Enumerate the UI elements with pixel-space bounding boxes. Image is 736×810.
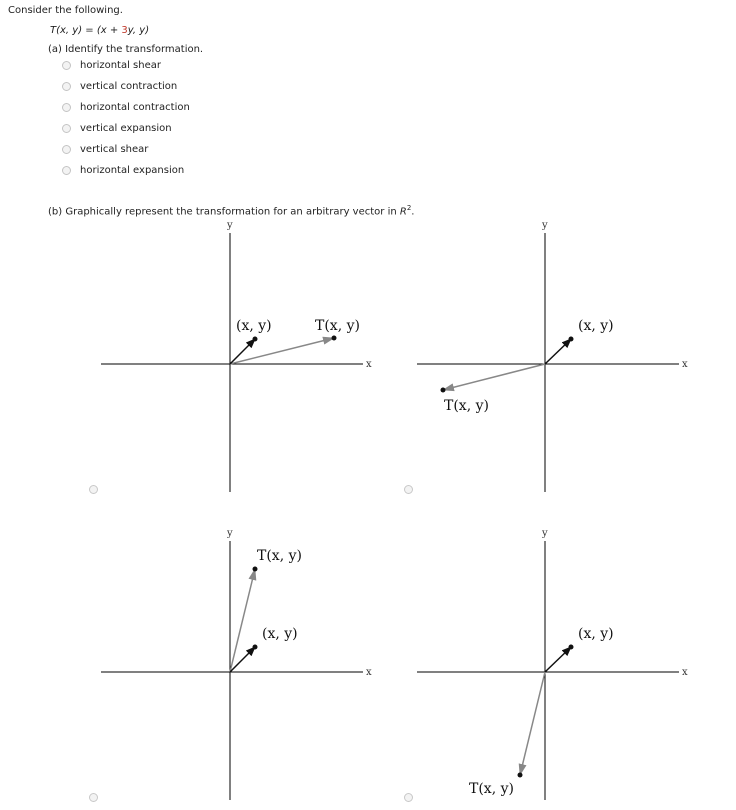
original-vector-label: (x, y) <box>262 626 298 642</box>
space-exponent: 2 <box>406 204 412 212</box>
original-vector-tip <box>253 645 258 650</box>
option-label: vertical expansion <box>80 122 172 134</box>
transformed-vector-tip <box>253 567 258 572</box>
original-vector <box>545 647 571 672</box>
part-b-period: . <box>411 206 415 218</box>
prompt-text: Consider the following. <box>8 5 123 16</box>
transformed-vector <box>230 338 334 364</box>
original-vector <box>545 339 571 364</box>
x-axis-label: x <box>366 667 372 678</box>
transformed-vector-label: T(x, y) <box>315 318 360 334</box>
formula-rhs: y, y) <box>127 25 150 36</box>
y-axis-label: y <box>542 220 548 231</box>
graph-option-1-radio[interactable] <box>89 485 98 494</box>
graph-option-4 <box>417 528 688 800</box>
transformed-vector <box>520 672 545 775</box>
y-axis-label: y <box>227 220 233 231</box>
original-vector-label: (x, y) <box>578 318 614 334</box>
original-vector-tip <box>569 645 574 650</box>
option-label: vertical shear <box>80 143 149 155</box>
transformed-vector-label: T(x, y) <box>469 781 514 797</box>
option-label: horizontal shear <box>80 59 161 71</box>
transformed-vector-tip <box>332 336 337 341</box>
y-axis-label: y <box>542 528 548 539</box>
option-label: horizontal expansion <box>80 164 185 176</box>
transformed-vector <box>443 364 545 390</box>
graph-option-3-radio[interactable] <box>89 793 98 802</box>
original-vector-tip <box>253 337 258 342</box>
graph-option-1 <box>101 220 372 492</box>
x-axis-label: x <box>366 359 372 370</box>
graph-option-2 <box>417 220 688 492</box>
part-a-label: (a) Identify the transformation. <box>48 44 204 55</box>
original-vector-label: (x, y) <box>236 318 272 334</box>
transformed-vector-tip <box>518 773 523 778</box>
transformed-vector-tip <box>441 388 446 393</box>
option-label: horizontal contraction <box>80 101 190 113</box>
x-axis-label: x <box>682 359 688 370</box>
formula-lhs: T(x, y) = (x + <box>50 25 122 36</box>
graph-option-2-radio[interactable] <box>404 485 413 494</box>
transformed-vector-label: T(x, y) <box>257 548 302 564</box>
original-vector-tip <box>569 337 574 342</box>
transformed-vector <box>230 569 255 672</box>
option-label: vertical contraction <box>80 80 178 92</box>
graph-option-4-radio[interactable] <box>404 793 413 802</box>
formula-coefficient: 3 <box>121 25 128 36</box>
x-axis-label: x <box>682 667 688 678</box>
original-vector-label: (x, y) <box>578 626 614 642</box>
space-symbol: R <box>399 206 407 218</box>
transformed-vector-label: T(x, y) <box>444 398 489 414</box>
graph-option-3 <box>101 528 372 800</box>
part-b-text: (b) Graphically represent the transformation for an arbitrary vector in <box>48 206 400 218</box>
y-axis-label: y <box>227 528 233 539</box>
